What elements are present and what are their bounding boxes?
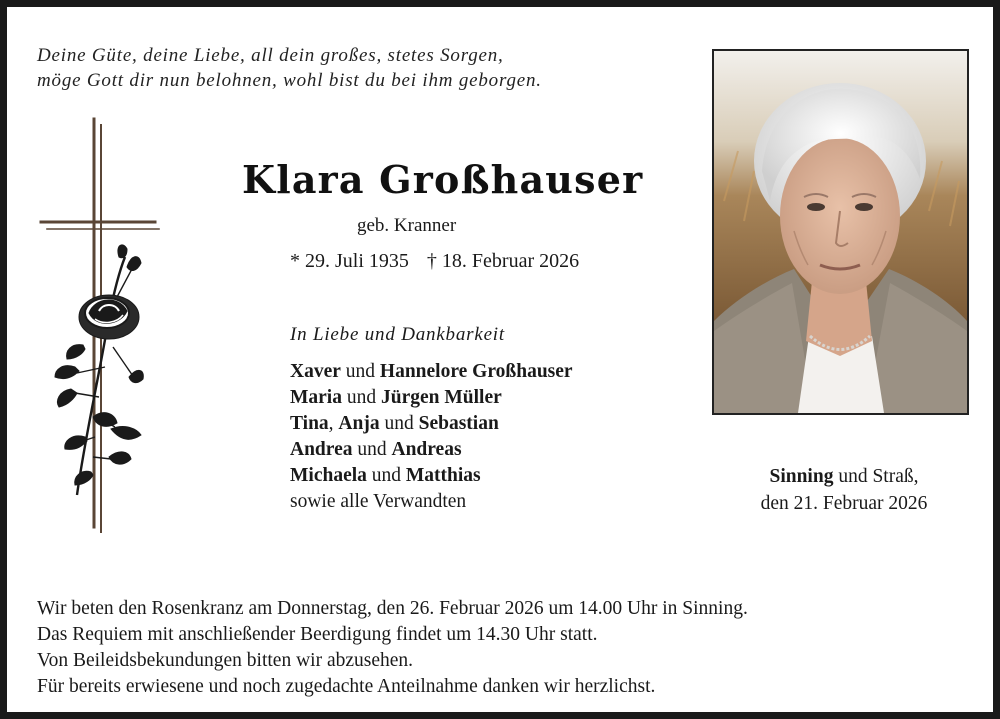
mourner-name: Xaver	[290, 361, 341, 382]
death-date: † 18. Februar 2026	[426, 250, 580, 272]
mourner-text: und	[379, 413, 419, 434]
quote-line-2: möge Gott dir nun belohnen, wohl bist du bei ihm geborgen.	[37, 70, 542, 91]
mourner-text: ,	[328, 413, 339, 434]
mourner-text: sowie alle Verwandten	[290, 491, 467, 512]
funeral-notice	[37, 596, 957, 700]
mourner-name: Hannelore Großhauser	[379, 361, 573, 382]
mourner-row	[290, 359, 650, 385]
cross-with-rose-icon	[37, 117, 162, 537]
mourner-name: Andreas	[391, 439, 462, 460]
mourner-row	[290, 385, 650, 411]
place-rest: und Straß,	[833, 466, 919, 487]
notice-line-4: Für bereits erwiesene und noch zugedachte Anteilnahme danken wir herzlichst.	[37, 676, 656, 697]
mourner-row	[290, 489, 650, 515]
mourner-name: Maria	[290, 387, 342, 408]
mourner-text: und	[341, 387, 381, 408]
place-and-date	[719, 463, 969, 517]
notice-line-3: Von Beileidsbekundungen bitten wir abzusehen.	[37, 650, 414, 671]
mourner-name: Sebastian	[418, 413, 499, 434]
mourners-intro: In Liebe und Dankbarkeit	[290, 324, 505, 345]
portrait-image	[714, 51, 967, 413]
maiden-name: geb. Kranner	[357, 215, 457, 236]
portrait-photo	[712, 49, 969, 415]
mourner-name: Anja	[338, 413, 380, 434]
mourner-name: Jürgen Müller	[380, 387, 502, 408]
notice-line-2: Das Requiem mit anschließender Beerdigung findet um 14.30 Uhr statt.	[37, 624, 598, 645]
mourner-text: und	[352, 439, 392, 460]
mourner-row	[290, 411, 650, 437]
memorial-quote	[37, 43, 657, 93]
place-bold: Sinning	[769, 466, 834, 487]
mourner-name: Andrea	[290, 439, 353, 460]
mourner-name: Michaela	[290, 465, 367, 486]
mourner-row	[290, 437, 650, 463]
birth-date: * 29. Juli 1935	[290, 250, 409, 272]
life-dates	[290, 250, 620, 273]
deceased-name: Klara Großhauser	[242, 157, 644, 202]
place-line	[719, 463, 969, 490]
notice-line-1: Wir beten den Rosenkranz am Donnerstag, den 26. Februar 2026 um 14.00 Uhr in Sinning.	[37, 598, 748, 619]
mourner-name: Matthias	[405, 465, 481, 486]
mourner-row	[290, 463, 650, 489]
mourner-text: und	[340, 361, 380, 382]
date-line: den 21. Februar 2026	[760, 493, 928, 514]
mourner-text: und	[366, 465, 406, 486]
quote-line-1: Deine Güte, deine Liebe, all dein großes, stetes Sorgen,	[37, 45, 504, 66]
mourner-name: Tina	[290, 413, 329, 434]
mourners-list	[290, 359, 650, 515]
